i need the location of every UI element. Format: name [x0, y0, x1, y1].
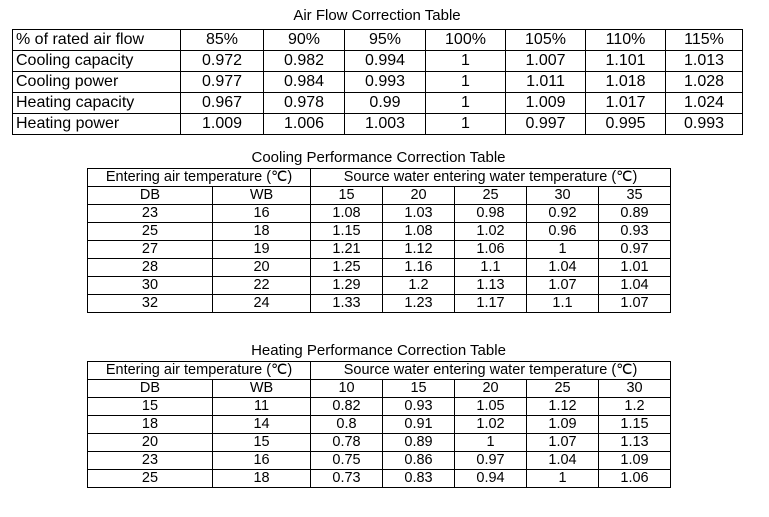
air-flow-col-header: 110%	[586, 30, 666, 51]
row-label: Heating capacity	[13, 93, 181, 114]
table-cell: 1.006	[264, 114, 345, 135]
table-cell: 1.06	[599, 470, 671, 488]
db-cell: 32	[88, 295, 213, 313]
table-cell: 0.967	[181, 93, 264, 114]
air-flow-row-heating-capacity	[13, 93, 743, 114]
air-flow-correction-table	[12, 29, 743, 135]
table-cell: 0.75	[311, 452, 383, 470]
table-cell: 1.2	[599, 398, 671, 416]
table-cell: 0.8	[311, 416, 383, 434]
table-cell: 0.78	[311, 434, 383, 452]
table-cell: 1.17	[455, 295, 527, 313]
wb-cell: 16	[213, 452, 311, 470]
row-label: Heating power	[13, 114, 181, 135]
air-flow-col-header: 95%	[345, 30, 426, 51]
cooling-performance-table	[87, 168, 671, 313]
table-cell: 0.993	[345, 72, 426, 93]
air-flow-header-label: % of rated air flow	[13, 30, 181, 51]
air-flow-col-header: 105%	[506, 30, 586, 51]
table-cell: 0.97	[599, 241, 671, 259]
table-cell: 0.97	[455, 452, 527, 470]
table-cell: 1.003	[345, 114, 426, 135]
table-cell: 1.25	[311, 259, 383, 277]
heating-header-row	[88, 362, 671, 380]
table-cell: 0.89	[599, 205, 671, 223]
table-cell: 0.997	[506, 114, 586, 135]
table-cell: 1	[426, 51, 506, 72]
table-row	[88, 416, 671, 434]
table-cell: 1.07	[599, 295, 671, 313]
table-cell: 1.007	[506, 51, 586, 72]
wb-cell: 20	[213, 259, 311, 277]
table-cell: 1.01	[599, 259, 671, 277]
table-cell: 1.09	[599, 452, 671, 470]
db-cell: 30	[88, 277, 213, 295]
water-temp-header: 35	[599, 187, 671, 205]
table-cell: 1.03	[383, 205, 455, 223]
table-row	[88, 398, 671, 416]
water-temp-header: 25	[527, 380, 599, 398]
table-cell: 1.018	[586, 72, 666, 93]
cooling-subheader-row	[88, 187, 671, 205]
table-cell: 1.06	[455, 241, 527, 259]
db-header: DB	[88, 380, 213, 398]
table-cell: 1.23	[383, 295, 455, 313]
heating-performance-table	[87, 361, 671, 488]
table-cell: 1.02	[455, 416, 527, 434]
row-label: Cooling power	[13, 72, 181, 93]
table-cell: 1.12	[383, 241, 455, 259]
water-temp-header: 20	[383, 187, 455, 205]
table-cell: 1	[426, 72, 506, 93]
wb-cell: 18	[213, 223, 311, 241]
db-cell: 20	[88, 434, 213, 452]
wb-cell: 14	[213, 416, 311, 434]
table-cell: 1.04	[527, 259, 599, 277]
table-cell: 1.07	[527, 277, 599, 295]
heating-subheader-row	[88, 380, 671, 398]
table-cell: 0.94	[455, 470, 527, 488]
wb-cell: 11	[213, 398, 311, 416]
table-cell: 0.93	[599, 223, 671, 241]
db-cell: 18	[88, 416, 213, 434]
table-cell: 0.978	[264, 93, 345, 114]
air-flow-col-header: 90%	[264, 30, 345, 51]
wb-header: WB	[213, 380, 311, 398]
air-flow-col-header: 100%	[426, 30, 506, 51]
table-cell: 1	[527, 241, 599, 259]
table-cell: 0.92	[527, 205, 599, 223]
table-row	[88, 205, 671, 223]
entering-air-header: Entering air temperature (℃)	[88, 362, 311, 380]
db-cell: 25	[88, 223, 213, 241]
table-cell: 1.04	[527, 452, 599, 470]
table-cell: 1.21	[311, 241, 383, 259]
air-flow-col-header: 115%	[666, 30, 743, 51]
db-cell: 28	[88, 259, 213, 277]
heating-table-title: Heating Performance Correction Table	[251, 342, 506, 359]
source-water-header: Source water entering water temperature (℃)	[311, 169, 671, 187]
table-cell: 1.011	[506, 72, 586, 93]
table-cell: 1	[426, 114, 506, 135]
table-cell: 1.02	[455, 223, 527, 241]
wb-header: WB	[213, 187, 311, 205]
db-cell: 23	[88, 452, 213, 470]
table-cell: 0.977	[181, 72, 264, 93]
air-flow-header-row	[13, 30, 743, 51]
table-cell: 1.33	[311, 295, 383, 313]
air-flow-row-heating-power	[13, 114, 743, 135]
table-cell: 1.13	[455, 277, 527, 295]
table-cell: 1.05	[455, 398, 527, 416]
table-row	[88, 470, 671, 488]
table-cell: 0.86	[383, 452, 455, 470]
db-cell: 15	[88, 398, 213, 416]
water-temp-header: 15	[383, 380, 455, 398]
table-row	[88, 223, 671, 241]
air-flow-table-title: Air Flow Correction Table	[293, 7, 461, 24]
wb-cell: 19	[213, 241, 311, 259]
table-cell: 0.99	[345, 93, 426, 114]
table-cell: 0.82	[311, 398, 383, 416]
row-label: Cooling capacity	[13, 51, 181, 72]
db-cell: 27	[88, 241, 213, 259]
table-cell: 0.994	[345, 51, 426, 72]
table-cell: 1.09	[527, 416, 599, 434]
table-cell: 0.984	[264, 72, 345, 93]
air-flow-row-cooling-capacity	[13, 51, 743, 72]
table-cell: 1.12	[527, 398, 599, 416]
table-cell: 1.101	[586, 51, 666, 72]
water-temp-header: 15	[311, 187, 383, 205]
table-cell: 0.89	[383, 434, 455, 452]
table-cell: 1.15	[599, 416, 671, 434]
water-temp-header: 30	[527, 187, 599, 205]
air-flow-row-cooling-power	[13, 72, 743, 93]
water-temp-header: 30	[599, 380, 671, 398]
wb-cell: 24	[213, 295, 311, 313]
table-cell: 1.13	[599, 434, 671, 452]
table-cell: 0.96	[527, 223, 599, 241]
table-row	[88, 277, 671, 295]
table-cell: 0.995	[586, 114, 666, 135]
water-temp-header: 25	[455, 187, 527, 205]
cooling-header-row	[88, 169, 671, 187]
wb-cell: 18	[213, 470, 311, 488]
entering-air-header: Entering air temperature (℃)	[88, 169, 311, 187]
table-cell: 1.1	[527, 295, 599, 313]
db-header: DB	[88, 187, 213, 205]
table-cell: 1.08	[311, 205, 383, 223]
wb-cell: 16	[213, 205, 311, 223]
table-cell: 1.013	[666, 51, 743, 72]
table-cell: 1.028	[666, 72, 743, 93]
water-temp-header: 20	[455, 380, 527, 398]
water-temp-header: 10	[311, 380, 383, 398]
air-flow-col-header: 85%	[181, 30, 264, 51]
table-cell: 0.972	[181, 51, 264, 72]
wb-cell: 22	[213, 277, 311, 295]
table-cell: 1.1	[455, 259, 527, 277]
table-cell: 1.2	[383, 277, 455, 295]
db-cell: 23	[88, 205, 213, 223]
source-water-header: Source water entering water temperature (℃)	[311, 362, 671, 380]
cooling-table-title: Cooling Performance Correction Table	[251, 149, 506, 166]
table-row	[88, 241, 671, 259]
table-cell: 1.29	[311, 277, 383, 295]
table-cell: 1.024	[666, 93, 743, 114]
table-row	[88, 434, 671, 452]
db-cell: 25	[88, 470, 213, 488]
table-cell: 1.07	[527, 434, 599, 452]
table-cell: 1.08	[383, 223, 455, 241]
table-cell: 0.83	[383, 470, 455, 488]
table-cell: 1.009	[506, 93, 586, 114]
table-cell: 0.982	[264, 51, 345, 72]
table-cell: 1.017	[586, 93, 666, 114]
table-cell: 0.91	[383, 416, 455, 434]
table-cell: 1	[426, 93, 506, 114]
table-row	[88, 295, 671, 313]
table-row	[88, 452, 671, 470]
table-cell: 0.98	[455, 205, 527, 223]
table-cell: 1	[527, 470, 599, 488]
table-row	[88, 259, 671, 277]
table-cell: 1.04	[599, 277, 671, 295]
table-cell: 1.16	[383, 259, 455, 277]
table-cell: 1	[455, 434, 527, 452]
table-cell: 1.009	[181, 114, 264, 135]
table-cell: 1.15	[311, 223, 383, 241]
table-cell: 0.993	[666, 114, 743, 135]
table-cell: 0.93	[383, 398, 455, 416]
wb-cell: 15	[213, 434, 311, 452]
table-cell: 0.73	[311, 470, 383, 488]
